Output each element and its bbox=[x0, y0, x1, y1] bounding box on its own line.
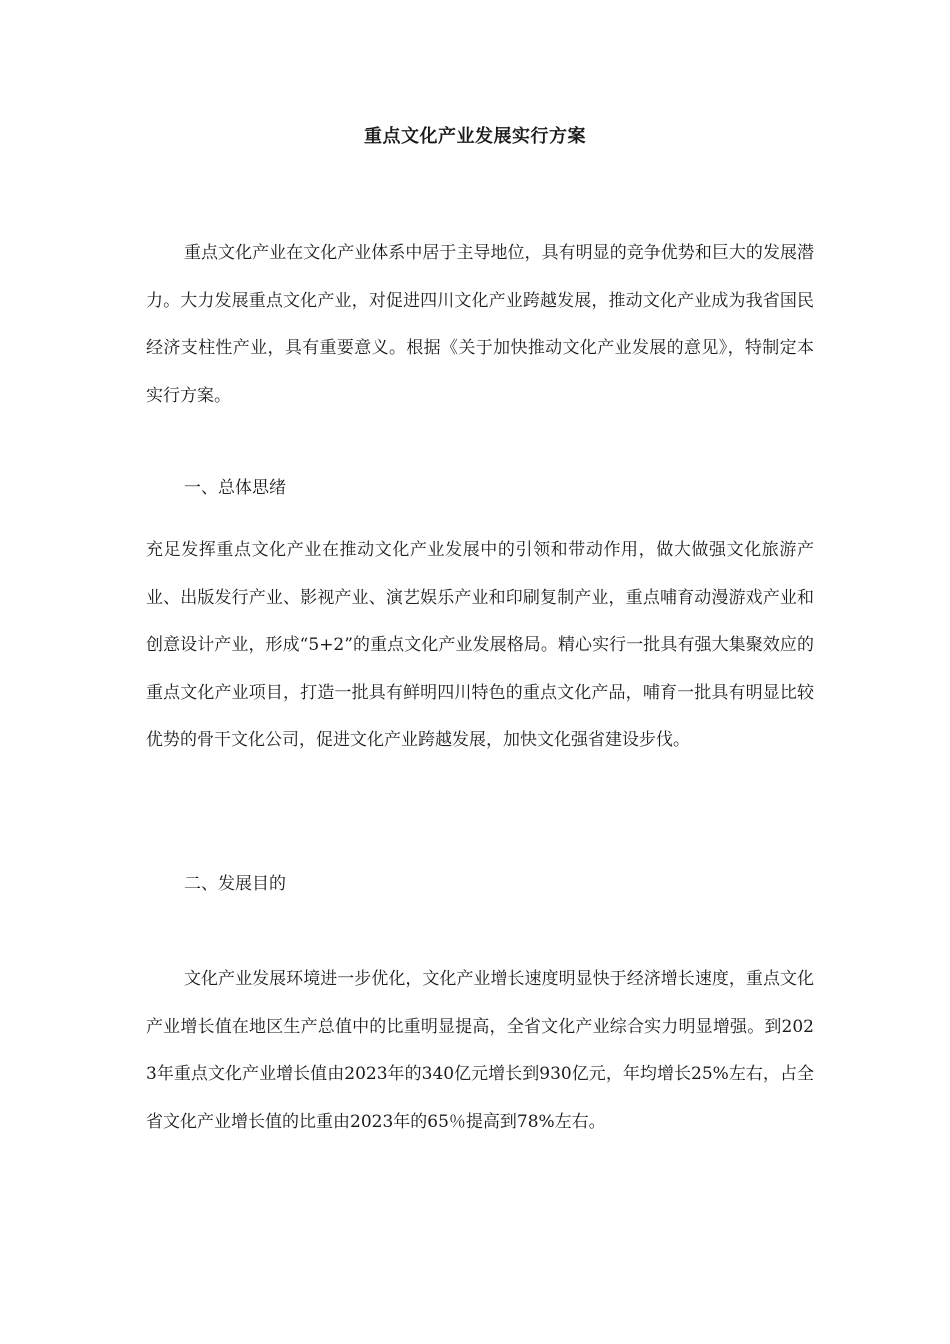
section-body-development-goals: 文化产业发展环境进一步优化，文化产业增长速度明显快于经济增长速度，重点文化产业增长值在地区生产总值中的比重明显提高，全省文化产业综合实力明显增强。到2023年重点文化产业增长值由2023年的340亿元增长到930亿元，年均增长25%左右，占全省文化产业增长值的比重由2023年的65％提高到78%左右。 bbox=[146, 969, 814, 1132]
section-heading-development-goals: 二、发展目的 bbox=[184, 874, 286, 894]
document-title: 重点文化产业发展实行方案 bbox=[364, 126, 586, 147]
intro-paragraph: 重点文化产业在文化产业体系中居于主导地位，具有明显的竞争优势和巨大的发展潜力。大力发展重点文化产业，对促进四川文化产业跨越发展，推动文化产业成为我省国民经济支柱性产业，具有重要意义。根据《关于加快推动文化产业发展的意见》，特制定本实行方案。 bbox=[146, 243, 814, 406]
section-heading-overall-idea: 一、总体思绪 bbox=[184, 478, 286, 498]
section-body-overall-idea: 充足发挥重点文化产业在推动文化产业发展中的引领和带动作用，做大做强文化旅游产业、出版发行产业、影视产业、演艺娱乐产业和印刷复制产业，重点哺育动漫游戏产业和创意设计产业，形成“5+2”的重点文化产业发展格局。精心实行一批具有强大集聚效应的重点文化产业项目，打造一批具有鲜明四川特色的重点文化产品，哺育一批具有明显比较优势的骨干文化公司，促进文化产业跨越发展，加快文化强省建设步伐。 bbox=[146, 540, 814, 750]
